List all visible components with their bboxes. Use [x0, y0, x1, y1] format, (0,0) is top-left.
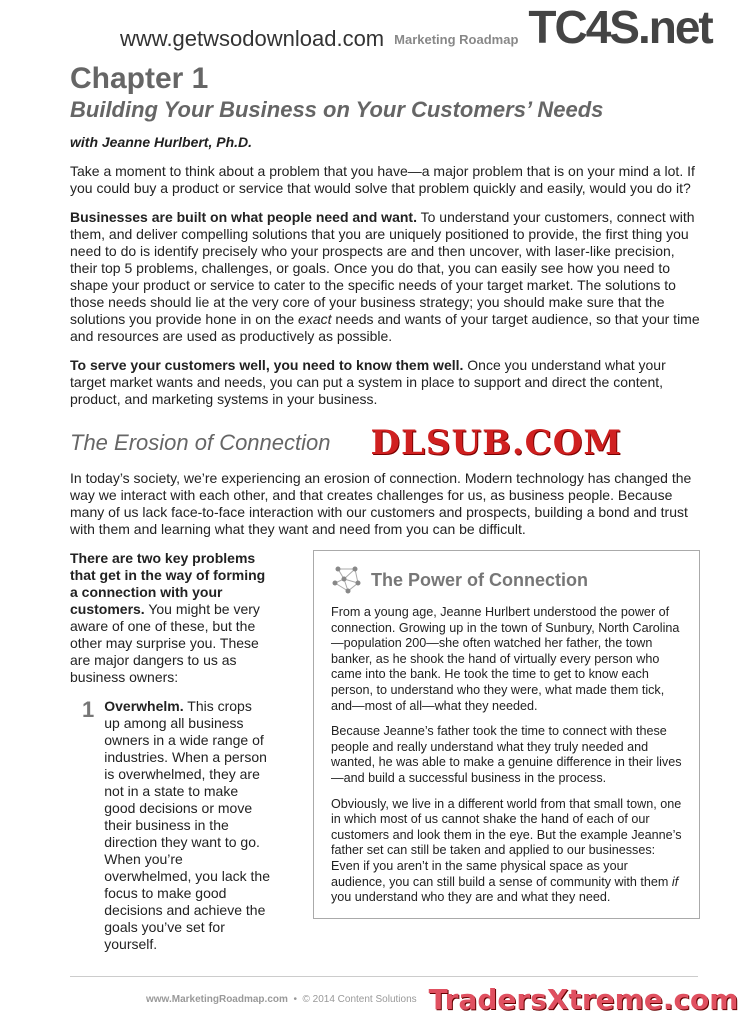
left-column [70, 550, 270, 953]
chapter-author: with Jeanne Hurlbert, Ph.D. [70, 134, 253, 150]
footer [146, 994, 417, 1006]
emphasis: if [671, 874, 679, 889]
lead-in: Businesses are built on what people need and want. [70, 209, 417, 225]
section-paragraph: In today’s society, we’re experiencing an erosion of connection. Modern technology has changed the way we interact with each other, and that creates challenges for us, as business people. Because many of us lack face-to-face interaction with our customers and prospects, building a bond and trust with them and learning what they want and need from you can be difficult. [70, 470, 692, 537]
intro-paragraph-2 [70, 209, 702, 345]
emphasis: exact [298, 311, 332, 327]
text: This crops up among all business owners in a wide range of industries. When a person is overwhelmed, they are not in a state to make good decisions or move their business in the direction they want to go. When you’re overwhelmed, you lack the focus to make good decisions and achieve the goals you’ve set for yourself. [104, 698, 271, 952]
list-item [82, 698, 270, 953]
section-heading: The Erosion of Connection [70, 430, 331, 455]
text: Obviously, we live in a different world from that small town, one in which most of us cannot shake the hand of each of our customers and look them in the eye. But the example Jeanne’s father set can still be taken and applied to our businesses: Even if you aren’t in the same physical space as your audience, you can still build a sense of community with them [331, 796, 682, 889]
footer-row [146, 980, 738, 1020]
text: Once you understand what your target market wants and needs, you can put a system in place to support and direct the content, product, and marketing systems in your business. [70, 357, 666, 407]
chapter-number: Chapter 1 [70, 62, 209, 95]
watermark-dlsub: DLSUB.COM [370, 423, 622, 463]
footer-divider [70, 976, 698, 977]
text: needs and wants of your target audience, so that your time and resources are used as productively as possible. [70, 311, 700, 344]
watermark-url: www.getwsodownload.com [120, 26, 385, 51]
text: you understand who they are and what they need. [331, 890, 611, 905]
sidebar-title: The Power of Connection [371, 570, 589, 590]
text: To understand your customers, connect with them, and deliver compelling solutions that you are uniquely positioned to provide, the first thing you need to do is identify precisely who your prospects are and then uncover, with laser-like precision, their top 5 problems, challenges, or goals. Once you do that, you can easily see how you need to shape your product or service to cater to the specific needs of your target market. The solutions to those needs should lie at the very core of your business strategy; you should make sure that the solutions you provide hone in on the [70, 209, 695, 327]
sidebar-paragraph-2: Because Jeanne’s father took the time to connect with these people and really understand what they truly needed and wanted, he was able to make a genuine difference in their lives—and build a successful business in the process. [331, 724, 682, 785]
lead-in: Overwhelm. [104, 698, 184, 714]
chapter-title: Building Your Business on Your Customers’ Needs [70, 97, 604, 122]
sidebar-box [313, 550, 700, 919]
watermark-logo: TC4S.net [528, 1, 712, 53]
footer-separator: • [293, 994, 297, 1005]
lead-in: There are two key problems that get in the way of forming a connection with your customers. [70, 550, 266, 617]
text: You might be very aware of one of these, but the other may surprise you. These are major dangers to us as business owners: [70, 601, 260, 685]
sidebar-header [331, 565, 683, 595]
intro-paragraph-3 [70, 357, 702, 408]
main-content [70, 62, 702, 953]
left-column-paragraph [70, 550, 270, 686]
section-heading-row [70, 422, 702, 464]
footer-site: www.MarketingRoadmap.com [146, 994, 288, 1005]
running-header: Marketing Roadmap [394, 32, 519, 47]
watermark-traders: TradersXtreme.com [428, 983, 739, 1016]
list-item-overwhelm [104, 698, 270, 953]
sidebar-paragraph-3 [331, 797, 683, 906]
lead-in: To serve your customers well, you need to know them well. [70, 357, 464, 373]
footer-copyright: © 2014 Content Solutions [302, 994, 417, 1005]
two-column-area [70, 550, 702, 953]
list-number: 1 [82, 697, 95, 722]
sidebar-paragraph-1: From a young age, Jeanne Hurlbert understood the power of connection. Growing up in the town of Sunbury, North Carolina—population 200—she often watched her father, the town banker, as he shook the hand of virtually every person who came into the bank. He took the time to get to know each person, to understand who they were, what made them tick, and—most of all—what they needed. [331, 605, 680, 713]
page-header [120, 2, 712, 52]
network-icon [331, 565, 363, 595]
intro-paragraph-1: Take a moment to think about a problem that you have—a major problem that is on your mind a lot. If you could buy a product or service that would solve that problem quickly and easily, would you do it? [70, 163, 695, 196]
